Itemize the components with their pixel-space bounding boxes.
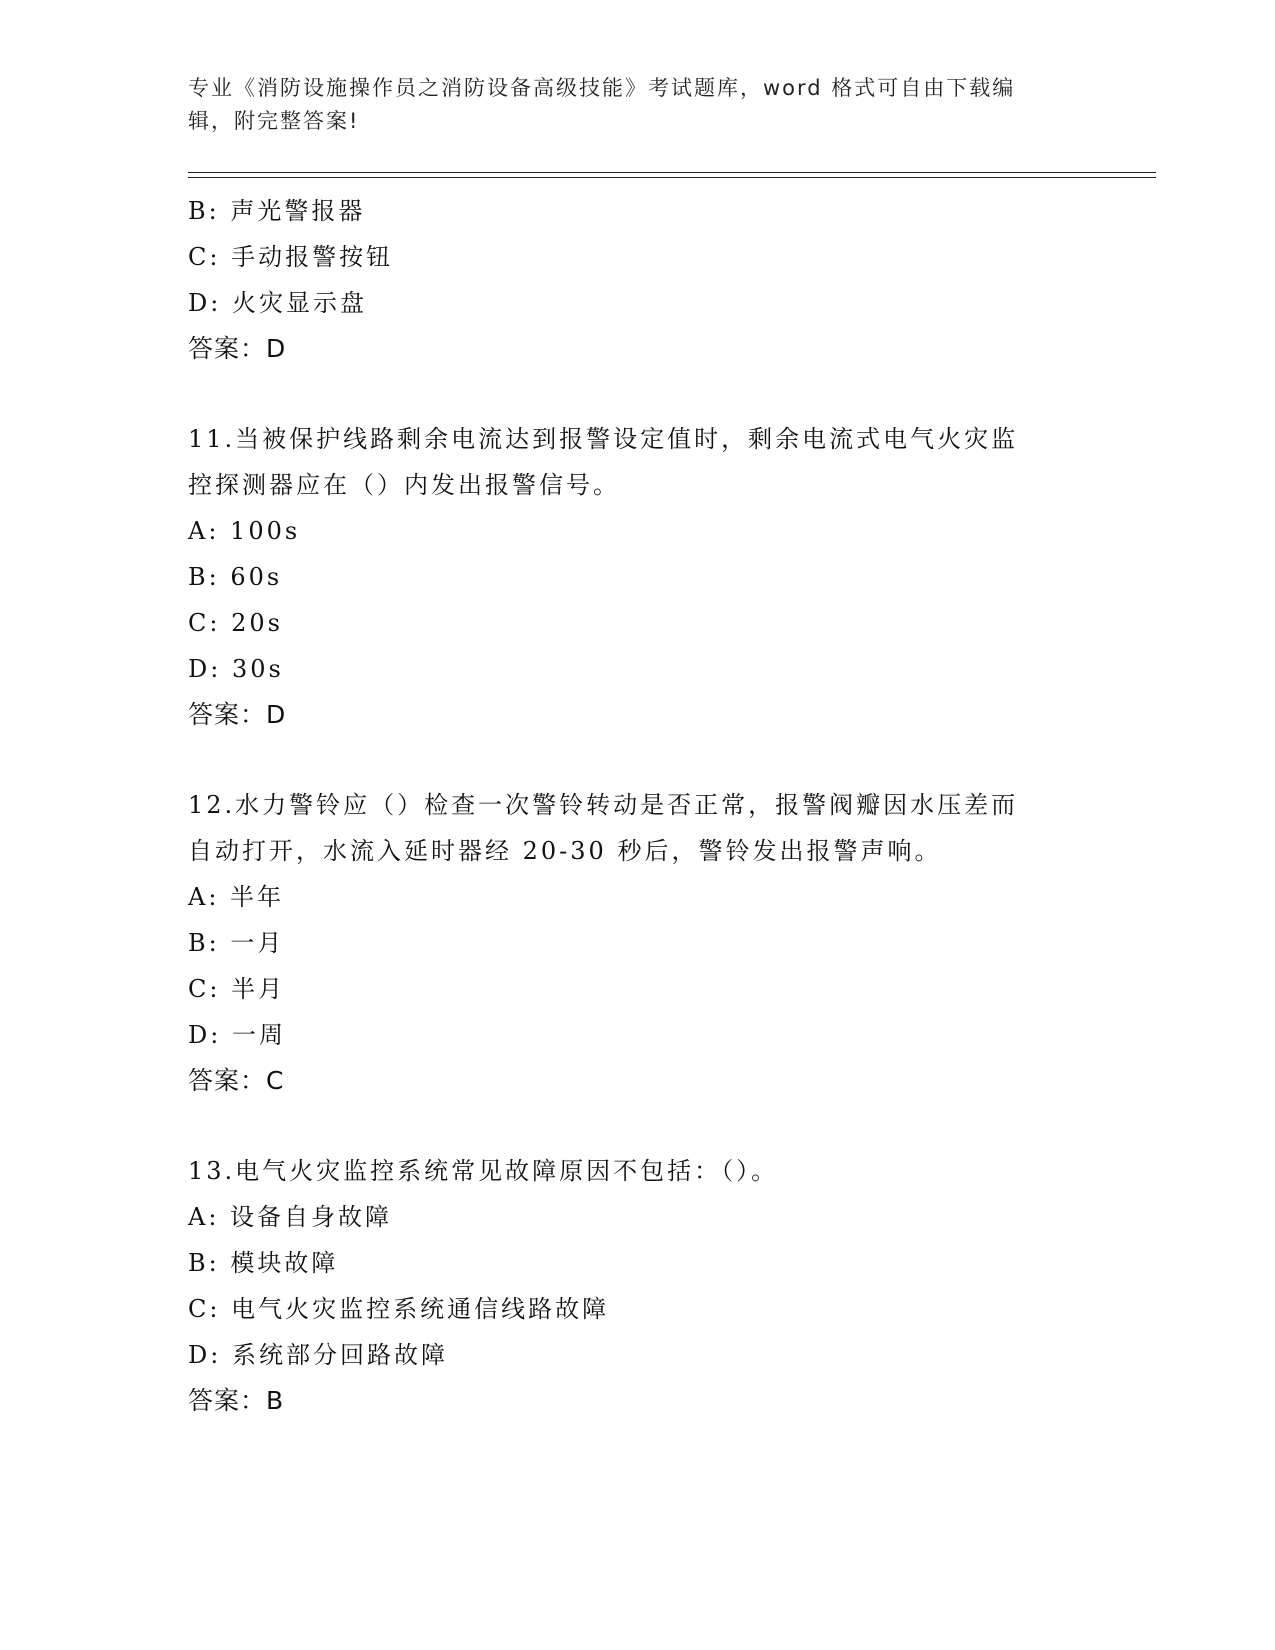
question-12 [188, 782, 1088, 1104]
option-d: D: 火灾显示盘 [188, 289, 367, 317]
answer-line: 答案：B [188, 1386, 285, 1415]
header-line-1: 专业《消防设施操作员之消防设备高级技能》考试题库，word 格式可自由下载编 [188, 76, 1016, 100]
header-rule-top [188, 172, 1156, 173]
option-b: B: 模块故障 [188, 1249, 339, 1277]
answer-line: 答案：D [188, 700, 287, 729]
option-b: B: 60s [188, 563, 283, 591]
question-stem-line: 自动打开，水流入延时器经 20-30 秒后，警铃发出报警声响。 [188, 837, 942, 865]
question-stem-line: 12.水力警铃应（）检查一次警铃转动是否正常，报警阀瓣因水压差而 [188, 791, 1019, 819]
question-11 [188, 416, 1088, 738]
option-c: C: 电气火灾监控系统通信线路故障 [188, 1295, 610, 1323]
prev-question-block [188, 188, 1088, 372]
option-a: A: 100s [188, 517, 301, 545]
answer-line: 答案：D [188, 334, 287, 363]
question-13 [188, 1148, 1088, 1424]
page-header [188, 72, 1068, 138]
option-d: D: 一周 [188, 1021, 286, 1049]
option-c: C: 手动报警按钮 [188, 243, 394, 271]
option-b: B: 一月 [188, 929, 285, 957]
option-d: D: 系统部分回路故障 [188, 1341, 448, 1369]
option-b: B: 声光警报器 [188, 197, 366, 225]
header-rule-bottom [188, 177, 1156, 178]
option-a: A: 设备自身故障 [188, 1203, 393, 1231]
option-d: D: 30s [188, 655, 284, 683]
question-list [188, 188, 1088, 1424]
option-a: A: 半年 [188, 883, 285, 911]
answer-line: 答案：C [188, 1066, 285, 1095]
option-c: C: 半月 [188, 975, 286, 1003]
question-stem-line: 11.当被保护线路剩余电流达到报警设定值时，剩余电流式电气火灾监 [188, 425, 1019, 453]
header-line-2: 辑，附完整答案! [188, 109, 360, 133]
question-stem-line: 控探测器应在（）内发出报警信号。 [188, 471, 620, 499]
question-stem-line: 13.电气火灾监控系统常见故障原因不包括：（）。 [188, 1157, 779, 1185]
option-c: C: 20s [188, 609, 283, 637]
